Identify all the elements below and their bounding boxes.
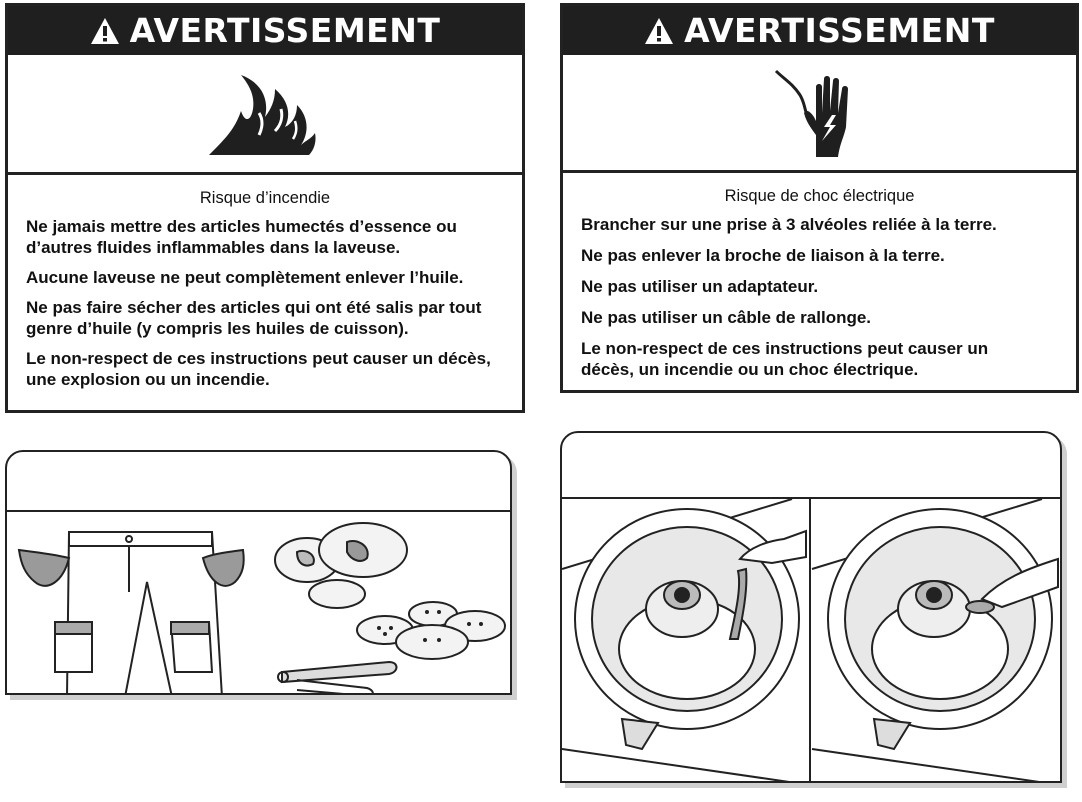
fire-icon xyxy=(205,69,325,159)
pants-coins-buttons-pins-icon xyxy=(7,512,510,695)
warning-line: Ne pas enlever la broche de liaison à la terre. xyxy=(581,246,945,265)
risk-title: Risque de choc électrique xyxy=(724,187,915,205)
risk-title: Risque d’incendie xyxy=(199,189,331,207)
electric-shock-hand-icon xyxy=(770,65,870,160)
warning-header xyxy=(563,6,1076,55)
warning-line: Le non-respect de ces instructions peut causer un décès, une explosion ou un incendie. xyxy=(26,349,491,389)
fire-warning-box xyxy=(5,3,525,413)
warning-line: Ne pas utiliser un adaptateur. xyxy=(581,277,819,296)
warning-line: Ne pas faire sécher des articles qui ont été salis par tout genre d’huile (y compris les huiles de cuisson). xyxy=(26,298,482,338)
warning-header-text: AVERTISSEMENT xyxy=(129,11,441,50)
warning-line: Brancher sur une prise à 3 alvéoles reliée à la terre. xyxy=(581,215,997,234)
shock-warning-box xyxy=(560,3,1079,393)
warning-triangle-icon xyxy=(90,17,120,45)
warning-line: Aucune laveuse ne peut complètement enlever l’huile. xyxy=(26,268,464,287)
icon-band xyxy=(563,55,1076,173)
warning-body xyxy=(8,175,522,390)
warning-line: Ne jamais mettre des articles humectés d’essence ou d’autres fluides inflammables dans la laveuse. xyxy=(26,217,457,257)
warning-triangle-icon xyxy=(644,17,674,45)
illustration-header-band xyxy=(7,452,510,512)
illustration-header-band xyxy=(562,433,1060,499)
pockets-illustration xyxy=(5,450,512,695)
washer-tub-icon xyxy=(562,499,1060,783)
warning-line: Ne pas utiliser un câble de rallonge. xyxy=(581,308,872,327)
warning-body xyxy=(563,173,1076,380)
icon-band xyxy=(8,55,522,175)
warning-header xyxy=(8,6,522,55)
washer-tub-illustration xyxy=(560,431,1062,783)
warning-header-text: AVERTISSEMENT xyxy=(684,11,995,50)
warning-line: Le non-respect de ces instructions peut causer un décès, un incendie ou un choc électrique. xyxy=(581,339,989,379)
